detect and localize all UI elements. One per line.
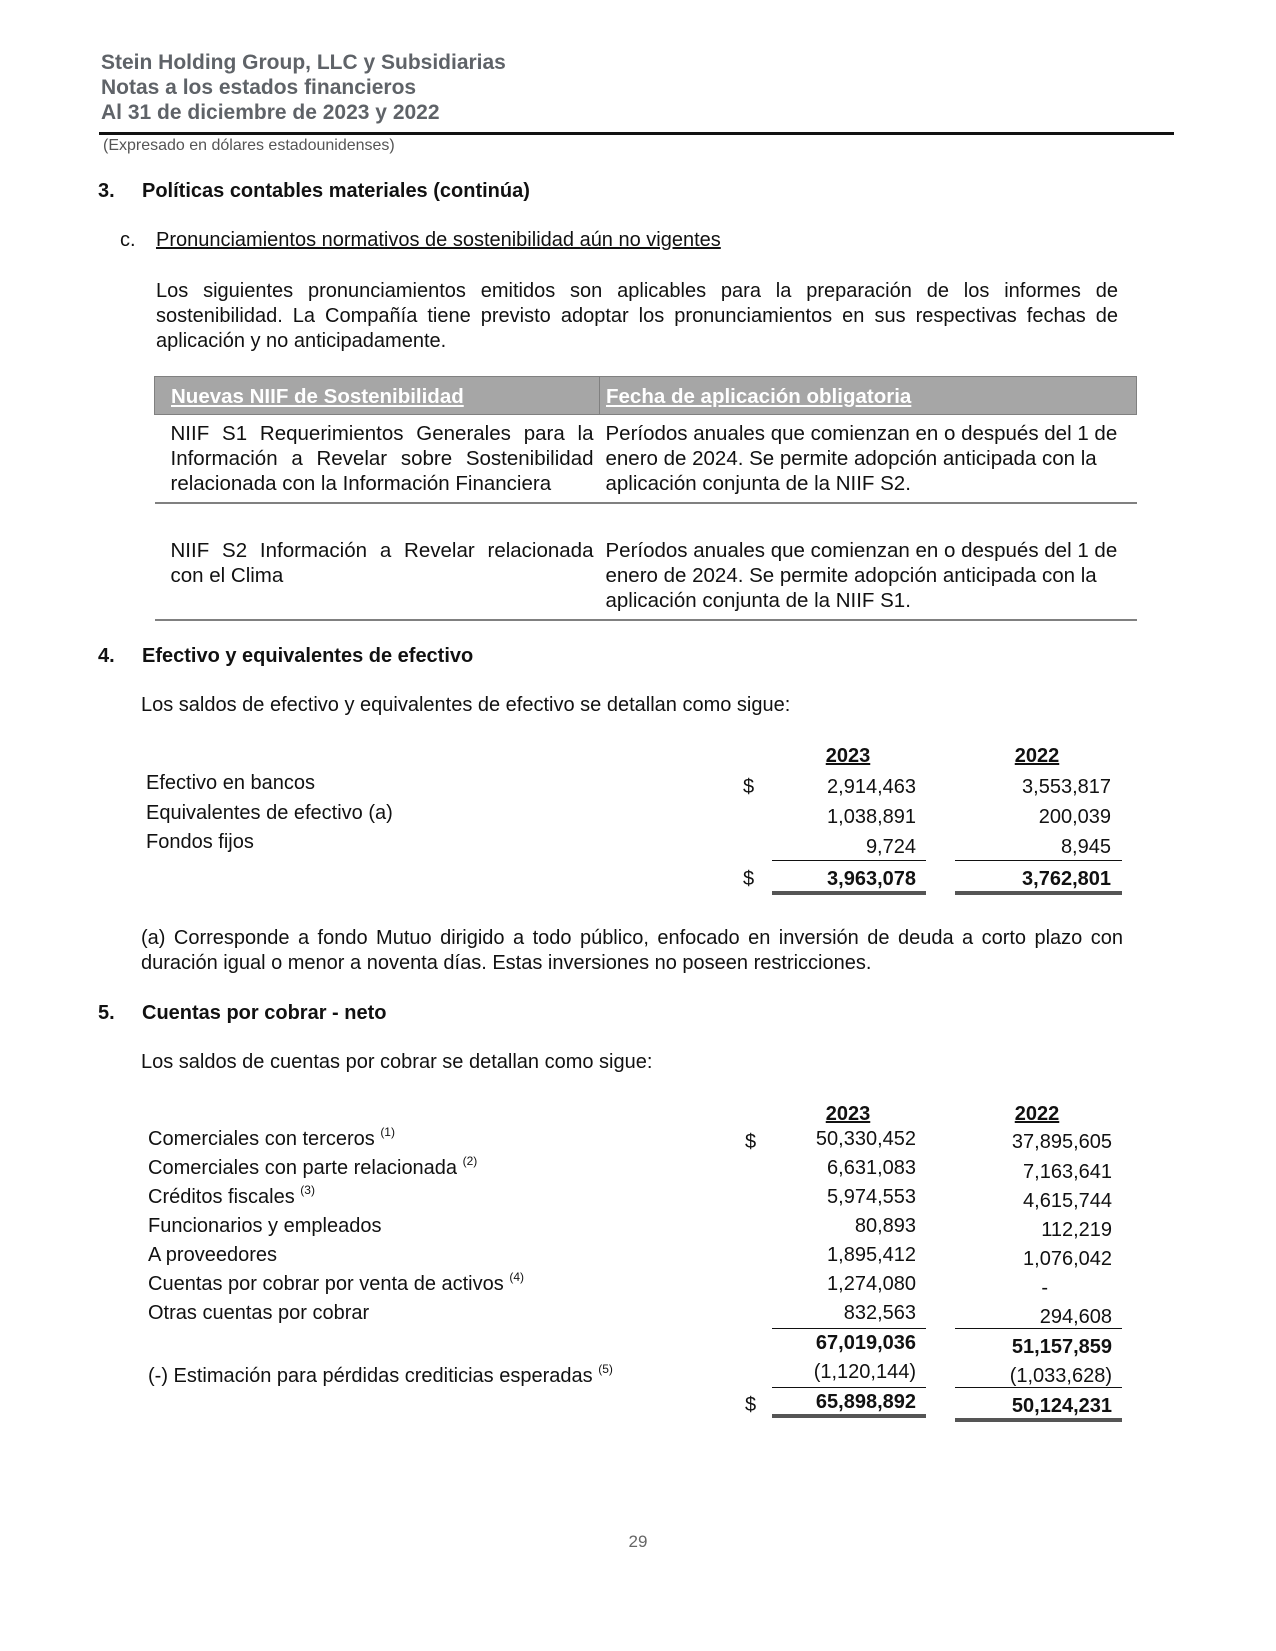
section-5-intro: Los saldos de cuentas por cobrar se detallan como sigue: (141, 1051, 653, 1073)
section-title: Políticas contables materiales (continúa) (142, 180, 530, 202)
row-label: Cuentas por cobrar por venta de activos $^{(4)}$ (148, 1270, 524, 1295)
value-2022: 294,608 (1039, 1306, 1112, 1328)
total-2023: 65,898,892 (815, 1391, 916, 1413)
section-3-paragraph: Los siguientes pronunciamientos emitidos son aplicables para la preparación de los informes de sostenibilidad. La Compañía tiene previsto adoptar los pronunciamientos en sus respectivas fechas de aplicación y no anticipadamente. (156, 280, 1118, 352)
subtotal-rule (955, 860, 1122, 861)
subtotal-rule (772, 860, 926, 861)
allowance-2022: (1,033,628) (1009, 1365, 1112, 1387)
row-label: Efectivo en bancos (146, 772, 315, 794)
value-2023: 50,330,452 (815, 1128, 916, 1150)
section-title: Cuentas por cobrar - neto (142, 1002, 387, 1024)
table-row (155, 415, 1137, 504)
subtotal-rule (955, 1328, 1122, 1329)
total-rule (772, 1387, 926, 1388)
document-period: Al 31 de diciembre de 2023 y 2022 (101, 101, 440, 124)
value-2022: 4,615,744 (1023, 1190, 1112, 1212)
value-2022: 1,076,042 (1023, 1248, 1112, 1270)
header-rule (99, 132, 1174, 135)
subtotal-rule (772, 1328, 926, 1329)
total-double-rule (772, 891, 926, 895)
value-2022: 3,553,817 (1022, 776, 1111, 798)
value-2022: 8,945 (1060, 836, 1111, 858)
value-2022: 200,039 (1038, 806, 1111, 828)
subtotal-2022: 51,157,859 (1011, 1336, 1112, 1358)
total-double-rule (772, 1414, 926, 1418)
date-cell: Períodos anuales que comienzan en o después del 1 de enero de 2024. Se permite adopción anticipada con la aplicación conjunta de la NIIF S1. (600, 503, 1137, 620)
subtotal-2023: 67,019,036 (815, 1332, 916, 1354)
value-2023: 6,631,083 (827, 1157, 916, 1179)
value-2022: 112,219 (1041, 1219, 1112, 1241)
year-2023-header: 2023 (825, 1103, 871, 1125)
row-label: Funcionarios y empleados (148, 1215, 382, 1237)
total-double-rule (955, 1418, 1122, 1422)
standard-cell: NIIF S2 Información a Revelar relacionada con el Clima (155, 503, 600, 620)
value-2023: 5,974,553 (827, 1186, 916, 1208)
currency-symbol: $ (745, 1131, 757, 1153)
year-2022-header: 2022 (1014, 745, 1060, 767)
year-2023-header: 2023 (825, 745, 871, 767)
date-cell: Períodos anuales que comienzan en o después del 1 de enero de 2024. Se permite adopción anticipada con la aplicación conjunta de la NIIF S2. (600, 415, 1137, 504)
currency-note: (Expresado en dólares estadounidenses) (103, 137, 395, 154)
currency-symbol: $ (743, 776, 755, 798)
subsection-letter: c. (120, 229, 136, 251)
table-row (155, 503, 1137, 620)
allowance-2023: (1,120,144) (813, 1361, 916, 1383)
section-4-footnote: (a) Corresponde a fondo Mutuo dirigido a todo público, enfocado en inversión de deuda a corto plazo con duración igual o menor a noventa días. Estas inversiones no poseen restricciones. (141, 927, 1123, 974)
section-number: 4. (98, 645, 115, 667)
value-2023: 1,274,080 (827, 1273, 916, 1295)
value-2022: 37,895,605 (1011, 1131, 1112, 1153)
row-label: A proveedores (148, 1244, 277, 1266)
row-label: Créditos fiscales $^{(3)}$ (148, 1183, 315, 1208)
currency-symbol: $ (745, 1394, 757, 1416)
standard-cell: NIIF S1 Requerimientos Generales para la Información a Revelar sobre Sostenibilidad relacionada con la Información Financiera (155, 415, 600, 504)
table-header-standard: Nuevas NIIF de Sostenibilidad (155, 377, 600, 415)
year-2022-header: 2022 (1014, 1103, 1060, 1125)
company-name: Stein Holding Group, LLC y Subsidiarias (101, 51, 506, 74)
section-number: 3. (98, 180, 115, 202)
value-2023: 9,724 (865, 836, 916, 858)
niif-sustainability-table (154, 376, 1137, 621)
section-number: 5. (98, 1002, 115, 1024)
table-header-date: Fecha de aplicación obligatoria (600, 377, 1137, 415)
section-title: Efectivo y equivalentes de efectivo (142, 645, 474, 667)
row-label: Fondos fijos (146, 831, 254, 853)
value-2022: 7,163,641 (1023, 1161, 1112, 1183)
row-label: Comerciales con terceros $^{(1)}$ (148, 1125, 395, 1150)
total-rule (955, 1387, 1122, 1388)
value-2023: 1,038,891 (827, 806, 916, 828)
value-2022: - (1041, 1277, 1048, 1299)
allowance-label: (-) Estimación para pérdidas crediticias esperadas $^{(5)}$ (148, 1362, 613, 1387)
value-2023: 1,895,412 (827, 1244, 916, 1266)
document-title: Notas a los estados financieros (101, 76, 417, 99)
total-2023: 3,963,078 (827, 868, 916, 890)
value-2023: 832,563 (843, 1302, 916, 1324)
total-2022: 50,124,231 (1011, 1395, 1112, 1417)
currency-symbol: $ (743, 868, 755, 890)
value-2023: 2,914,463 (827, 776, 916, 798)
subsection-title: Pronunciamientos normativos de sostenibilidad aún no vigentes (156, 229, 721, 251)
total-2022: 3,762,801 (1022, 868, 1111, 890)
total-double-rule (955, 891, 1122, 895)
page-number: 29 (628, 1532, 648, 1551)
row-label: Otras cuentas por cobrar (148, 1302, 370, 1324)
section-4-intro: Los saldos de efectivo y equivalentes de efectivo se detallan como sigue: (141, 694, 791, 716)
row-label: Comerciales con parte relacionada $^{(2)}$ (148, 1154, 478, 1179)
value-2023: 80,893 (854, 1215, 916, 1237)
row-label: Equivalentes de efectivo (a) (146, 802, 393, 824)
